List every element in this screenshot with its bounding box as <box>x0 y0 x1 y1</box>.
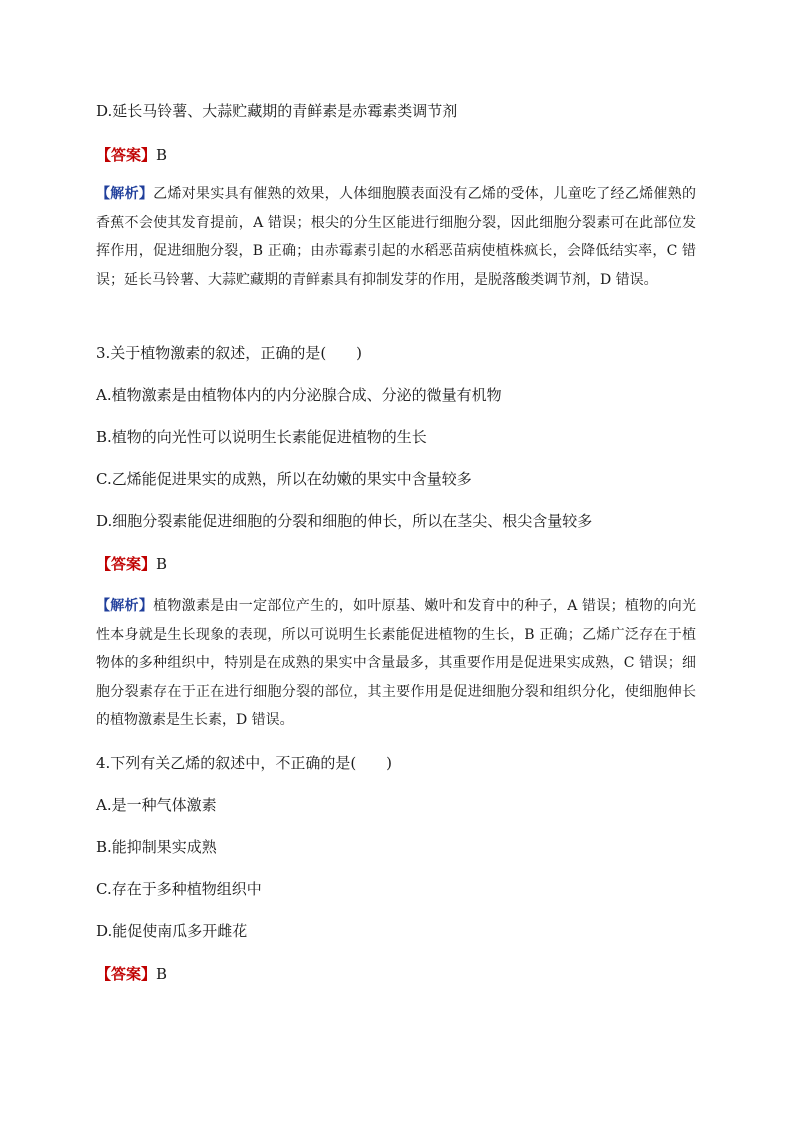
q4-stem: 4.下列有关乙烯的叙述中，不正确的是( ) <box>96 754 393 772</box>
q3-stem: 3.关于植物激素的叙述，正确的是( ) <box>96 344 363 362</box>
q3-option-b: B.植物的向光性可以说明生长素能促进植物的生长 <box>96 428 427 446</box>
q3-analysis <box>96 592 696 735</box>
analysis-tag: 【解析】 <box>96 598 154 614</box>
q4-option-d: D.能促使南瓜多开雌花 <box>96 922 248 940</box>
answer-value: B <box>156 555 168 573</box>
q3-answer <box>96 554 167 574</box>
q4-option-a: A.是一种气体激素 <box>96 796 217 814</box>
q4-option-c: C.存在于多种植物组织中 <box>96 880 262 898</box>
analysis-text: 植物激素是由一定部位产生的，如叶原基、嫩叶和发育中的种子，A 错误；植物的向光性本身就是生长现象的表现，所以可说明生长素能促进植物的生长，B 正确；乙烯广泛存在于植物体的多种组织中，特别是在成熟的果实中含量最多，其重要作用是促进果实成熟，C 错误；细胞分裂素存在于正在进行细胞分裂的部位，其主要作用是促进细胞分裂和组织分化，使细胞伸长的植物激素是生长素，D 错误。 <box>96 598 697 728</box>
q2-option-d: D.延长马铃薯、大蒜贮藏期的青鲜素是赤霉素类调节剂 <box>96 102 458 120</box>
analysis-tag: 【解析】 <box>96 186 154 202</box>
answer-value: B <box>156 965 168 983</box>
answer-tag: 【答案】 <box>96 146 157 164</box>
answer-value: B <box>156 146 168 164</box>
analysis-text: 乙烯对果实具有催熟的效果，人体细胞膜表面没有乙烯的受体，儿童吃了经乙烯催熟的香蕉不会使其发育提前，A 错误；根尖的分生区能进行细胞分裂，因此细胞分裂素可在此部位发挥作用，促进细胞分裂，B 正确；由赤霉素引起的水稻恶苗病使植株疯长，会降低结实率，C 错误；延长马铃薯、大蒜贮藏期的青鲜素具有抑制发芽的作用，是脱落酸类调节剂，D 错误。 <box>96 186 696 288</box>
q4-answer <box>96 964 167 984</box>
q3-option-c: C.乙烯能促进果实的成熟，所以在幼嫩的果实中含量较多 <box>96 470 472 488</box>
q3-option-a: A.植物激素是由植物体内的内分泌腺合成、分泌的微量有机物 <box>96 386 502 404</box>
q2-answer <box>96 145 167 165</box>
q2-analysis <box>96 180 696 294</box>
answer-tag: 【答案】 <box>96 555 157 573</box>
q4-option-b: B.能抑制果实成熟 <box>96 838 217 856</box>
q3-option-d: D.细胞分裂素能促进细胞的分裂和细胞的伸长，所以在茎尖、根尖含量较多 <box>96 512 593 530</box>
answer-tag: 【答案】 <box>96 965 157 983</box>
